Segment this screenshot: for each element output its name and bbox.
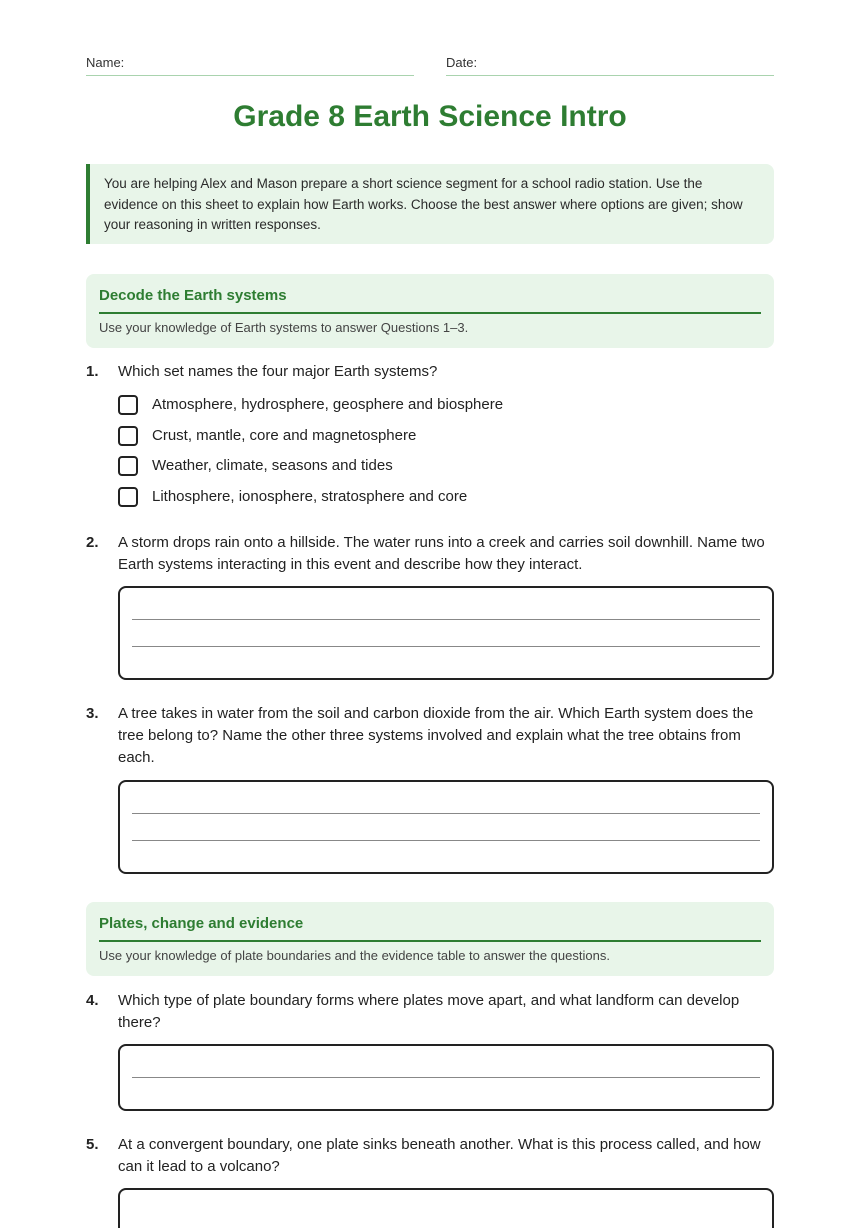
answer-line (132, 1077, 760, 1078)
option-1d[interactable] (118, 487, 758, 511)
header-fields (86, 54, 774, 76)
section-plates (86, 902, 774, 976)
checkbox[interactable] (118, 395, 138, 415)
name-field[interactable] (86, 54, 414, 76)
question-text: Which type of plate boundary forms where plates move apart, and what landform can develop there? (118, 992, 740, 1031)
question-number: 1. (86, 363, 99, 380)
intro-callout: You are helping Alex and Mason prepare a short science segment for a school radio station. Use the evidence on this sheet to explain how Earth works. Choose the best answer where options are given; show your reasoning in written responses. (86, 164, 774, 244)
question-number: 2. (86, 534, 99, 551)
date-label: Date: (446, 55, 478, 70)
answer-box-3[interactable] (118, 780, 774, 874)
question-text: A tree takes in water from the soil and carbon dioxide from the air. Which Earth system does the tree belong to? Name the other three systems involved and explain what the tree obtains from each. (118, 705, 754, 766)
option-1c[interactable] (118, 456, 758, 480)
option-1b[interactable] (118, 426, 758, 450)
section-subtitle: Use your knowledge of plate boundaries and the evidence table to answer the questions. (99, 948, 610, 963)
option-1a[interactable] (118, 395, 758, 419)
section-earth-systems (86, 274, 774, 348)
answer-line (132, 619, 760, 620)
section-subtitle: Use your knowledge of Earth systems to answer Questions 1–3. (99, 320, 469, 335)
answer-box-5[interactable] (118, 1188, 774, 1228)
answer-line (132, 840, 760, 841)
checkbox[interactable] (118, 456, 138, 476)
section-title: Decode the Earth systems (99, 286, 761, 314)
name-label: Name: (86, 55, 125, 70)
question-number: 3. (86, 705, 99, 722)
answer-line (132, 646, 760, 647)
option-label: Lithosphere, ionosphere, stratosphere and core (152, 488, 468, 505)
option-label: Crust, mantle, core and magnetosphere (152, 427, 417, 444)
question-number: 4. (86, 992, 99, 1009)
option-label: Atmosphere, hydrosphere, geosphere and biosphere (152, 396, 504, 413)
question-text: At a convergent boundary, one plate sinks beneath another. What is this process called, and how can it lead to a volcano? (118, 1136, 761, 1175)
question-number: 5. (86, 1136, 99, 1153)
answer-line (132, 813, 760, 814)
question-text: Which set names the four major Earth systems? (118, 363, 438, 380)
answer-box-2[interactable] (118, 586, 774, 680)
checkbox[interactable] (118, 487, 138, 507)
answer-box-4[interactable] (118, 1044, 774, 1111)
question-text: A storm drops rain onto a hillside. The water runs into a creek and carries soil downhill. Name two Earth systems interacting in this event and describe how they interact. (118, 534, 765, 573)
option-label: Weather, climate, seasons and tides (152, 457, 393, 474)
page-title: Grade 8 Earth Science Intro (233, 100, 627, 133)
date-field[interactable] (446, 54, 774, 76)
section-title: Plates, change and evidence (99, 914, 761, 942)
checkbox[interactable] (118, 426, 138, 446)
